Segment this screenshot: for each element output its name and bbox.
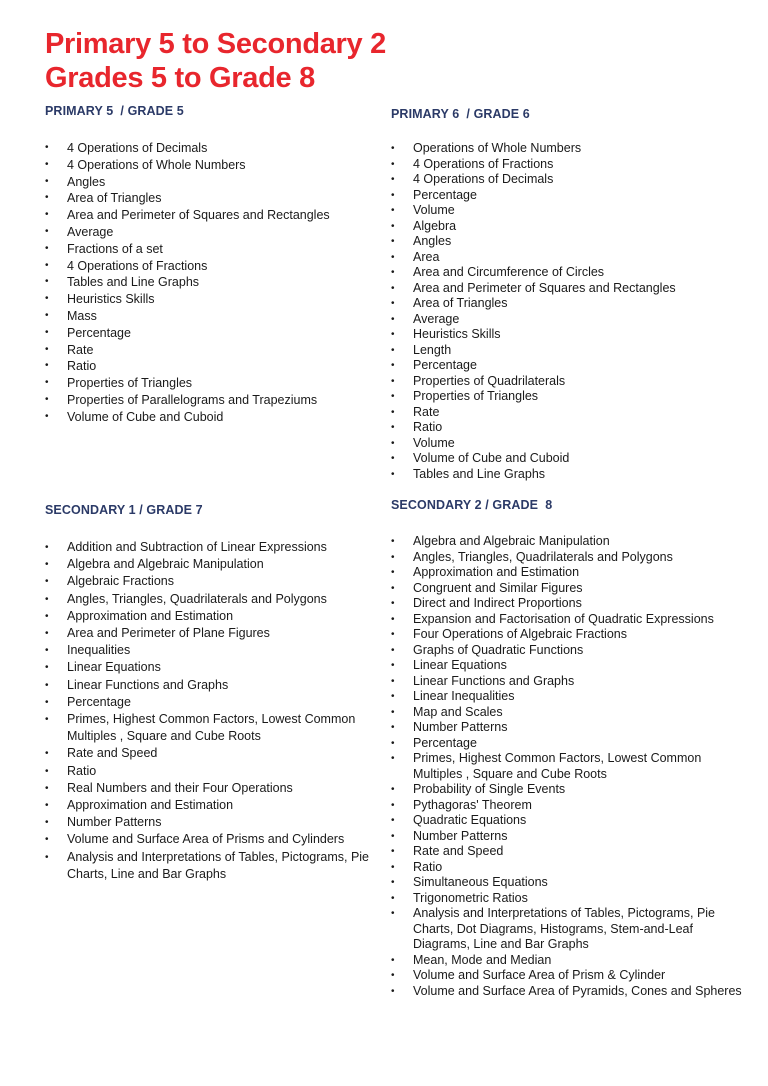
topic-item: • Volume and Surface Area of Prism & Cylinder (391, 968, 746, 984)
topic-item: • Probability of Single Events (391, 782, 746, 798)
topic-item: • Four Operations of Algebraic Fractions (391, 627, 746, 643)
topic-item: • Angles, Triangles, Quadrilaterals and Polygons (391, 550, 746, 566)
topic-item: • Ratio (45, 358, 365, 375)
topic-item: • Rate and Speed (45, 745, 375, 762)
topic-item: • Rate (391, 405, 746, 421)
topic-item: • Area of Triangles (391, 296, 746, 312)
topic-item: • 4 Operations of Decimals (391, 172, 746, 188)
topic-item: • Ratio (391, 860, 746, 876)
topic-item: • Angles, Triangles, Quadrilaterals and Polygons (45, 591, 375, 608)
topic-item: • Percentage (45, 325, 365, 342)
topic-list (391, 534, 746, 999)
topic-item: • Linear Functions and Graphs (391, 674, 746, 690)
section-heading: SECONDARY 1 / GRADE 7 (45, 503, 203, 517)
topic-item: • Analysis and Interpretations of Tables, Pictograms, Pie Charts, Line and Bar Graphs (45, 849, 375, 883)
topic-item: • Linear Inequalities (391, 689, 746, 705)
topic-item: • Area (391, 250, 746, 266)
topic-item: • Fractions of a set (45, 241, 365, 258)
topic-item: • Properties of Quadrilaterals (391, 374, 746, 390)
topic-item: • Properties of Parallelograms and Trapeziums (45, 392, 365, 409)
topic-item: • 4 Operations of Decimals (45, 140, 365, 157)
section-heading: PRIMARY 5 / GRADE 5 (45, 104, 184, 118)
topic-item: • Approximation and Estimation (45, 608, 375, 625)
topic-item: • Rate and Speed (391, 844, 746, 860)
topic-item: • Quadratic Equations (391, 813, 746, 829)
section-secondary-2 (391, 498, 746, 999)
section-secondary-1 (45, 503, 375, 883)
topic-item: • Primes, Highest Common Factors, Lowest Common Multiples , Square and Cube Roots (45, 711, 375, 745)
topic-list (45, 140, 365, 426)
topic-item: • Linear Functions and Graphs (45, 677, 375, 694)
section-heading: SECONDARY 2 / GRADE 8 (391, 498, 553, 512)
topic-item: • Volume of Cube and Cuboid (45, 409, 365, 426)
topic-item: • Addition and Subtraction of Linear Expressions (45, 539, 375, 556)
topic-item: • Mass (45, 308, 365, 325)
topic-item: • Percentage (45, 694, 375, 711)
topic-item: • Pythagoras' Theorem (391, 798, 746, 814)
topic-item: • Heuristics Skills (391, 327, 746, 343)
topic-item: • Area and Perimeter of Plane Figures (45, 625, 375, 642)
topic-item: • Volume (391, 436, 746, 452)
topic-item: • Heuristics Skills (45, 291, 365, 308)
topic-item: • Operations of Whole Numbers (391, 141, 746, 157)
topic-item: • Area of Triangles (45, 190, 365, 207)
topic-item: • Volume and Surface Area of Prisms and Cylinders (45, 831, 375, 848)
topic-item: • Linear Equations (45, 659, 375, 676)
topic-item: • Simultaneous Equations (391, 875, 746, 891)
topic-item: • Inequalities (45, 642, 375, 659)
topic-item: • Properties of Triangles (45, 375, 365, 392)
topic-item: • Volume and Surface Area of Pyramids, Cones and Spheres (391, 984, 746, 1000)
topic-item: • Approximation and Estimation (45, 797, 375, 814)
section-primary-6 (391, 107, 746, 482)
topic-item: • Area and Perimeter of Squares and Rectangles (391, 281, 746, 297)
topic-item: • Algebra and Algebraic Manipulation (45, 556, 375, 573)
topic-item: • Analysis and Interpretations of Tables, Pictograms, Pie Charts, Dot Diagrams, Histograms, Stem-and-Leaf Diagrams, Line and Bar Graphs (391, 906, 746, 953)
section-primary-5 (45, 104, 365, 426)
topic-item: • Volume of Cube and Cuboid (391, 451, 746, 467)
topic-item: • Number Patterns (45, 814, 375, 831)
topic-item: • Algebra (391, 219, 746, 235)
topic-item: • Average (45, 224, 365, 241)
topic-item: • Volume (391, 203, 746, 219)
topic-item: • Percentage (391, 736, 746, 752)
topic-item: • Tables and Line Graphs (45, 274, 365, 291)
topic-item: • Mean, Mode and Median (391, 953, 746, 969)
topic-item: • Rate (45, 342, 365, 359)
topic-item: • Congruent and Similar Figures (391, 581, 746, 597)
page-title (45, 27, 386, 95)
topic-item: • Average (391, 312, 746, 328)
topic-item: • Ratio (45, 763, 375, 780)
topic-item: • Area and Circumference of Circles (391, 265, 746, 281)
topic-item: • Angles (391, 234, 746, 250)
topic-item: • Direct and Indirect Proportions (391, 596, 746, 612)
topic-item: • Angles (45, 174, 365, 191)
topic-item: • Real Numbers and their Four Operations (45, 780, 375, 797)
topic-item: • Tables and Line Graphs (391, 467, 746, 483)
topic-item: • 4 Operations of Fractions (391, 157, 746, 173)
topic-item: • Percentage (391, 358, 746, 374)
title-line-2: Grades 5 to Grade 8 (45, 62, 315, 94)
topic-item: • Approximation and Estimation (391, 565, 746, 581)
topic-item: • Algebraic Fractions (45, 573, 375, 590)
topic-item: • Map and Scales (391, 705, 746, 721)
topic-item: • Trigonometric Ratios (391, 891, 746, 907)
topic-item: • Algebra and Algebraic Manipulation (391, 534, 746, 550)
topic-item: • Graphs of Quadratic Functions (391, 643, 746, 659)
topic-item: • Number Patterns (391, 829, 746, 845)
topic-item: • Primes, Highest Common Factors, Lowest Common Multiples , Square and Cube Roots (391, 751, 746, 782)
topic-item: • Linear Equations (391, 658, 746, 674)
topic-item: • Area and Perimeter of Squares and Rectangles (45, 207, 365, 224)
topic-item: • Number Patterns (391, 720, 746, 736)
title-line-1: Primary 5 to Secondary 2 (45, 28, 386, 60)
topic-item: • Length (391, 343, 746, 359)
topic-item: • Percentage (391, 188, 746, 204)
topic-list (391, 141, 746, 482)
topic-item: • Expansion and Factorisation of Quadratic Expressions (391, 612, 746, 628)
topic-item: • Properties of Triangles (391, 389, 746, 405)
topic-list (45, 539, 375, 883)
section-heading: PRIMARY 6 / GRADE 6 (391, 107, 530, 121)
topic-item: • 4 Operations of Fractions (45, 258, 365, 275)
topic-item: • 4 Operations of Whole Numbers (45, 157, 365, 174)
topic-item: • Ratio (391, 420, 746, 436)
